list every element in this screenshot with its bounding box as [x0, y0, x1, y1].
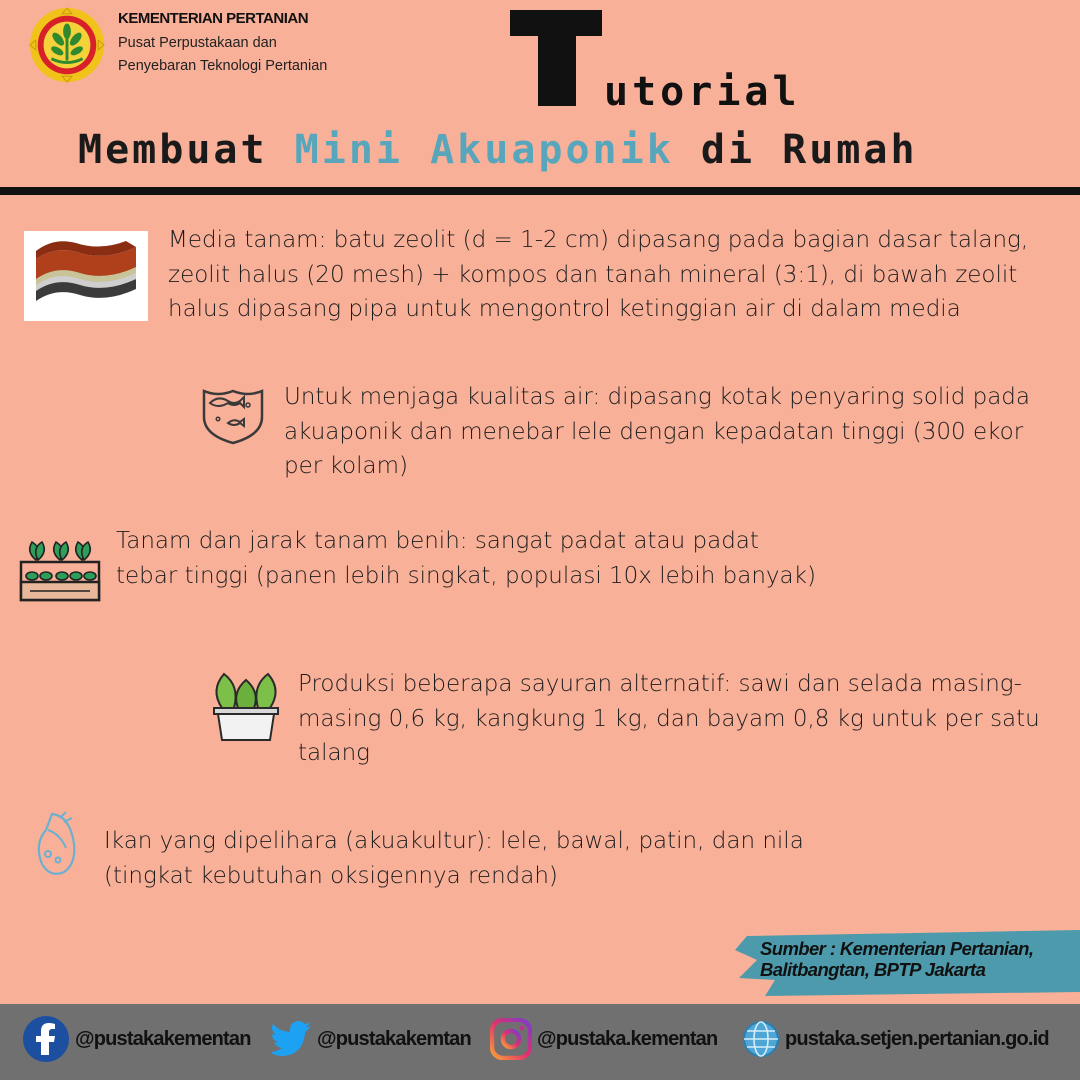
- fish-water-icon: [200, 385, 266, 445]
- aquaculture-icon: [34, 810, 80, 876]
- title-post: di Rumah: [673, 127, 918, 173]
- source-line-1: Sumber : Kementerian Pertanian,: [760, 938, 1034, 959]
- title-word: utorial: [604, 69, 801, 115]
- item-produksi-sayuran: Produksi beberapa sayuran alternatif: sawi dan selada masing-masing 0,6 kg, kangkung 1 kg, dan bayam 0,8 kg untuk per satu talang: [298, 671, 1040, 766]
- org-subtitle-1: Pusat Perpustakaan dan: [118, 35, 277, 51]
- item-kualitas-air: Untuk menjaga kualitas air: dipasang kotak penyaring solid pada akuaponik dan menebar lele dengan kepadatan tinggi (300 ekor per kolam): [284, 384, 1030, 479]
- website-link[interactable]: [742, 1013, 1049, 1065]
- twitter-handle: @pustakakemtan: [317, 1027, 471, 1050]
- item-media-tanam: Media tanam: batu zeolit (d = 1-2 cm) dipasang pada bagian dasar talang, zeolit halus (20 mesh) + kompos dan tanah mineral (3:1), di bawah zeolit halus dipasang pipa untuk mengontrol ketinggian air di dalam media: [168, 227, 1029, 322]
- item-ikan-dipelihara: Ikan yang dipelihara (akuakultur): lele, bawal, patin, dan nila (tingkat kebutuhan oksigennya rendah): [104, 828, 804, 889]
- facebook-handle: @pustakakementan: [75, 1027, 251, 1050]
- twitter-link[interactable]: [272, 1013, 471, 1065]
- header-divider: [0, 187, 1080, 195]
- facebook-link[interactable]: [22, 1013, 251, 1065]
- instagram-icon: [490, 1018, 532, 1060]
- title-big-letter: [510, 10, 602, 106]
- soil-layers-icon: [24, 231, 148, 321]
- seedlings-planter-icon: [18, 530, 102, 604]
- twitter-icon: [272, 1021, 312, 1057]
- org-subtitle-2: Penyebaran Teknologi Pertanian: [118, 58, 328, 74]
- source-line-2: Balitbangtan, BPTP Jakarta: [760, 959, 986, 980]
- website-url: pustaka.setjen.pertanian.go.id: [785, 1027, 1049, 1050]
- title-subtitle: [78, 127, 1048, 173]
- instagram-handle: @pustaka.kementan: [537, 1027, 718, 1050]
- instagram-link[interactable]: [490, 1013, 717, 1065]
- title-pre: Membuat: [78, 127, 295, 173]
- ministry-logo-icon: [28, 6, 106, 84]
- org-name: KEMENTERIAN PERTANIAN: [118, 10, 309, 27]
- facebook-icon: [22, 1015, 70, 1063]
- item-jarak-tanam: Tanam dan jarak tanam benih: sangat padat atau padat tebar tinggi (panen lebih singkat, populasi 10x lebih banyak): [116, 528, 816, 589]
- source-text: [760, 938, 1080, 980]
- globe-icon: [742, 1020, 780, 1058]
- title-highlight: Mini Akuaponik: [294, 127, 674, 173]
- vegetable-pot-icon: [208, 668, 284, 744]
- svg-text:T: T: [555, 99, 557, 101]
